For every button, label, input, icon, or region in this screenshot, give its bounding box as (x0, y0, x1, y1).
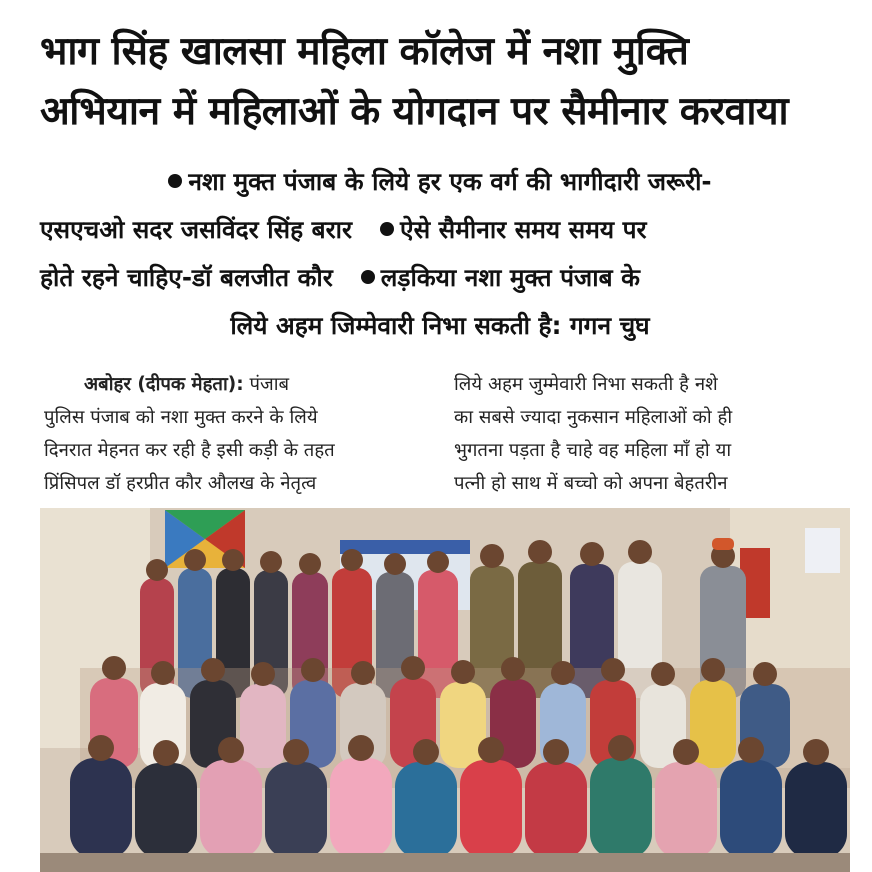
headline (40, 22, 840, 142)
bullet-dot (168, 174, 182, 188)
article-line: पत्नी हो साथ में बच्चो को अपना बेहतरीन (454, 473, 728, 494)
article-line: पुलिस पंजाब को नशा मुक्त करने के लिये (44, 407, 318, 428)
headline-line-1: भाग सिंह खालसा महिला कॉलेज में नशा मुक्ति (40, 29, 689, 74)
article-line (44, 368, 440, 401)
headline-line-2: अभियान में महिलाओं के योगदान पर सैमीनार करवाया (40, 89, 789, 134)
article-line: भुगतना पड़ता है चाहे वह महिला माँ हो या (454, 440, 732, 461)
group-photo-illustration (40, 508, 850, 872)
article-line: लिये अहम जुम्मेवारी निभा सकती है नशे (454, 374, 718, 395)
bullet-dot (361, 270, 375, 284)
subhead-text: एसएचओ सदर जसविंदर सिंह बरार (40, 215, 353, 244)
subhead-line-2 (40, 206, 840, 254)
article-text: पंजाब (249, 374, 290, 395)
subhead-text: होते रहने चाहिए-डॉ बलजीत कौर (40, 263, 333, 292)
group-photo (40, 508, 850, 872)
subhead-line-3 (40, 254, 840, 302)
subhead-text: नशा मुक्त पंजाब के लिये हर एक वर्ग की भागीदारी जरूरी- (188, 167, 712, 196)
article-line: दिनरात मेहनत कर रही है इसी कड़ी के तहत (44, 440, 335, 461)
bullet-dot (380, 222, 394, 236)
byline: अबोहर (दीपक मेहता): (84, 374, 244, 395)
article-body (44, 368, 850, 504)
subhead-text: लड़किया नशा मुक्त पंजाब के (380, 263, 640, 292)
article-line: प्रिंसिपल डॉ हरप्रीत कौर औलख के नेतृत्व (44, 473, 317, 494)
subheadline (40, 158, 840, 350)
subhead-text: लिये अहम जिम्मेवारी निभा सकती है: गगन चुघ (230, 311, 650, 340)
subhead-text: ऐसे सैमीनार समय समय पर (400, 215, 647, 244)
subhead-line-1 (40, 158, 840, 206)
article-column-1 (44, 368, 440, 504)
article-line: का सबसे ज्यादा नुकसान महिलाओं को ही (454, 407, 733, 428)
subhead-line-4 (40, 302, 840, 350)
article-column-2 (454, 368, 850, 504)
